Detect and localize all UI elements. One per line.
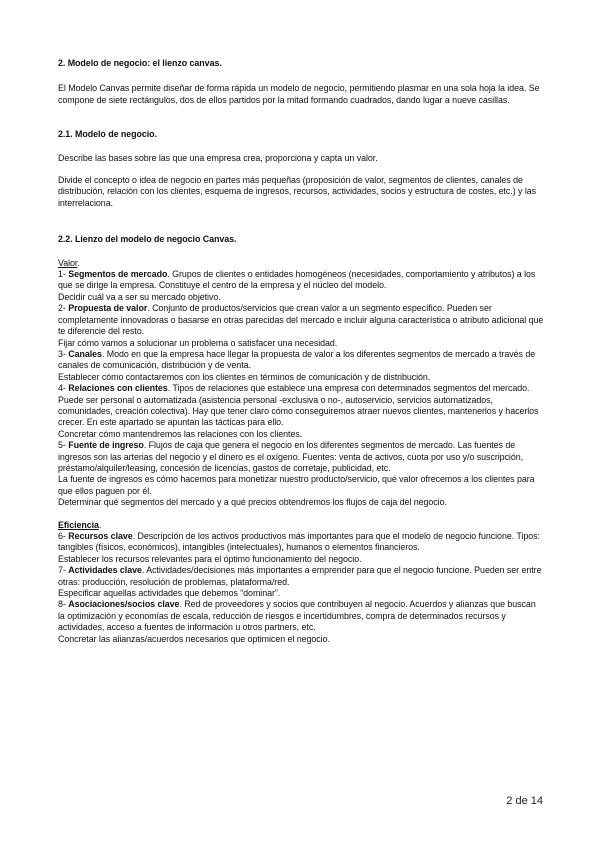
item-number: 5- <box>58 440 69 451</box>
item-canales <box>58 349 544 372</box>
item-text: . Tipos de relaciones que establece una empresa con determinados segmentos del mercado. Puede ser personal o automatizada (asistencia personal -exclusiva o no-, autoservicio, servicios automatizados, comunidades, creación colectiva). Hay que tener claro cómo conseguiremos atraer nuevos clientes, mantenerlos y hacerlos crecer. En este apartado se apuntan las tácticas para ello. <box>58 383 539 428</box>
group-title-text: Valor <box>58 257 78 268</box>
item-number: 4- <box>58 383 69 394</box>
item-propuesta <box>58 303 544 337</box>
section-21-paragraph-1: Describe las bases sobre las que una empresa crea, proporciona y capta un valor. <box>58 152 378 163</box>
item-number: 2- <box>58 303 69 314</box>
item-note: Concretar cómo mantendremos las relaciones con los clientes. <box>58 428 303 439</box>
item-number: 7- <box>58 565 69 576</box>
item-label: Segmentos de mercado <box>68 269 168 280</box>
spacer <box>58 509 544 520</box>
item-text: . Actividades/decisiones más importantes a emprender para que el negocio funcione. Pueden ser entre otras: producción, resolución de problemas, plataforma/red. <box>58 565 542 587</box>
item-recursos <box>58 531 544 554</box>
item-text: . Flujos de caja que genera el negocio en los diferentes segmentos de mercado. Las fuentes de ingresos son las arterias del negocio y el dinero es el oxígeno. Fuentes: venta de activos, cuota por uso y/o suscripción, préstamo/alquiler/leasing, concesión de licencias, gastos de corretaje, publicidad, etc. <box>58 440 524 473</box>
item-label: Relaciones con clientes <box>68 383 168 394</box>
section-21-heading: 2.1. Modelo de negocio. <box>58 129 157 140</box>
item-fuente <box>58 440 544 474</box>
item-actividades <box>58 565 544 588</box>
page-number: 2 de 14 <box>506 795 543 807</box>
item-text: . Conjunto de productos/servicios que crean valor a un segmento específico. Pueden ser completamente innovadoras o basarse en otras parecidas del mercado e incluir alguna característica o atributo adicional que te diferencie del resto. <box>58 303 544 337</box>
spacer <box>58 209 544 234</box>
section-22-heading: 2.2. Lienzo del modelo de negocio Canvas. <box>58 234 237 245</box>
item-label: Fuente de ingreso <box>68 440 144 451</box>
item-text: . Modo en que la empresa hace llegar la propuesta de valor a los diferentes segmentos de mercado a través de canales de comunicación, distribución y de venta. <box>58 348 536 371</box>
item-note: La fuente de ingresos es cómo hacemos para monetizar nuestro producto/servicio, qué valor ofrecemos a los clientes para que ellos paguen por él. <box>58 474 535 496</box>
spacer <box>58 164 544 175</box>
item-label: Canales <box>68 348 102 359</box>
section-21-paragraph-2: Divide el concepto o idea de negocio en partes más pequeñas (proposición de valor, segmentos de clientes, canales de distribución, relación con los clientes, esquema de ingresos, recursos, actividades, socios y estructura de costes, etc.) y las interrelaciona. <box>58 175 537 208</box>
group-eficiencia-title <box>58 520 544 531</box>
item-note: Establecer los recursos relevantes para el óptimo funcionamiento del negocio. <box>58 553 362 564</box>
item-segmentos <box>58 269 544 292</box>
item-label: Propuesta de valor <box>68 303 148 314</box>
item-label: Asociaciones/socios clave <box>68 599 180 610</box>
item-number: 6- <box>58 531 69 541</box>
title-period: . <box>98 519 102 530</box>
item-relaciones <box>58 383 544 429</box>
item-note: Determinar qué segmentos del mercado y a qué precios obtendremos los flujos de caja del negocio. <box>58 497 447 508</box>
item-note: Establecer cómo contactaremos con los clientes en términos de comunicación y de distribución. <box>58 371 431 382</box>
group-valor-title <box>58 258 544 269</box>
spacer <box>58 106 544 129</box>
item-text: . Grupos de clientes o entidades homogéneos (necesidades, comportamiento y atributos) a los que se dirige la empresa. Constituye el centro de la empresa y el núcleo del modelo. <box>58 269 536 291</box>
document-body <box>58 58 544 645</box>
item-text: . Red de proveedores y socios que contribuyen al negocio. Acuerdos y alianzas que buscan la optimización y economías de escala, reducción de riesgos e incertidumbres, compra de determinados recursos y actividades, acceso a fuentes de información u otros partners, etc. <box>58 599 536 633</box>
item-label: Recursos clave <box>68 531 133 541</box>
title-period: . <box>77 257 80 268</box>
heading-main: 2. Modelo de negocio: el lienzo canvas. <box>58 58 222 68</box>
item-asociaciones <box>58 599 544 633</box>
item-number: 8- <box>58 599 69 610</box>
item-text: . Descripción de los activos productivos más importantes para que el modelo de negocio funcione. Tipos: tangibles (físicos, económicos), intangibles (intelectuales), humanos o elementos financieros. <box>58 531 540 553</box>
item-number: 1- <box>58 269 69 280</box>
item-note: Fijar cómo vamos a solucionar un problema o satisfacer una necesidad. <box>58 337 338 348</box>
intro-paragraph: El Modelo Canvas permite diseñar de forma rápida un modelo de negocio, permitiendo plasmar en una sola hoja la idea. Se compone de siete rectángulos, dos de ellos partidos por la mitad formando cuadrados, dando lugar a nueve casillas. <box>58 83 540 105</box>
item-number: 3- <box>58 348 69 359</box>
item-label: Actividades clave <box>68 565 142 576</box>
item-note: Especificar aquellas actividades que debemos “dominar”. <box>58 588 281 599</box>
group-title-text: Eficiencia <box>58 519 99 530</box>
item-note: Concretar las alianzas/acuerdos necesarios que optimicen el negocio. <box>58 633 330 644</box>
item-note: Decidir cuál va a ser su mercado objetivo. <box>58 291 221 302</box>
